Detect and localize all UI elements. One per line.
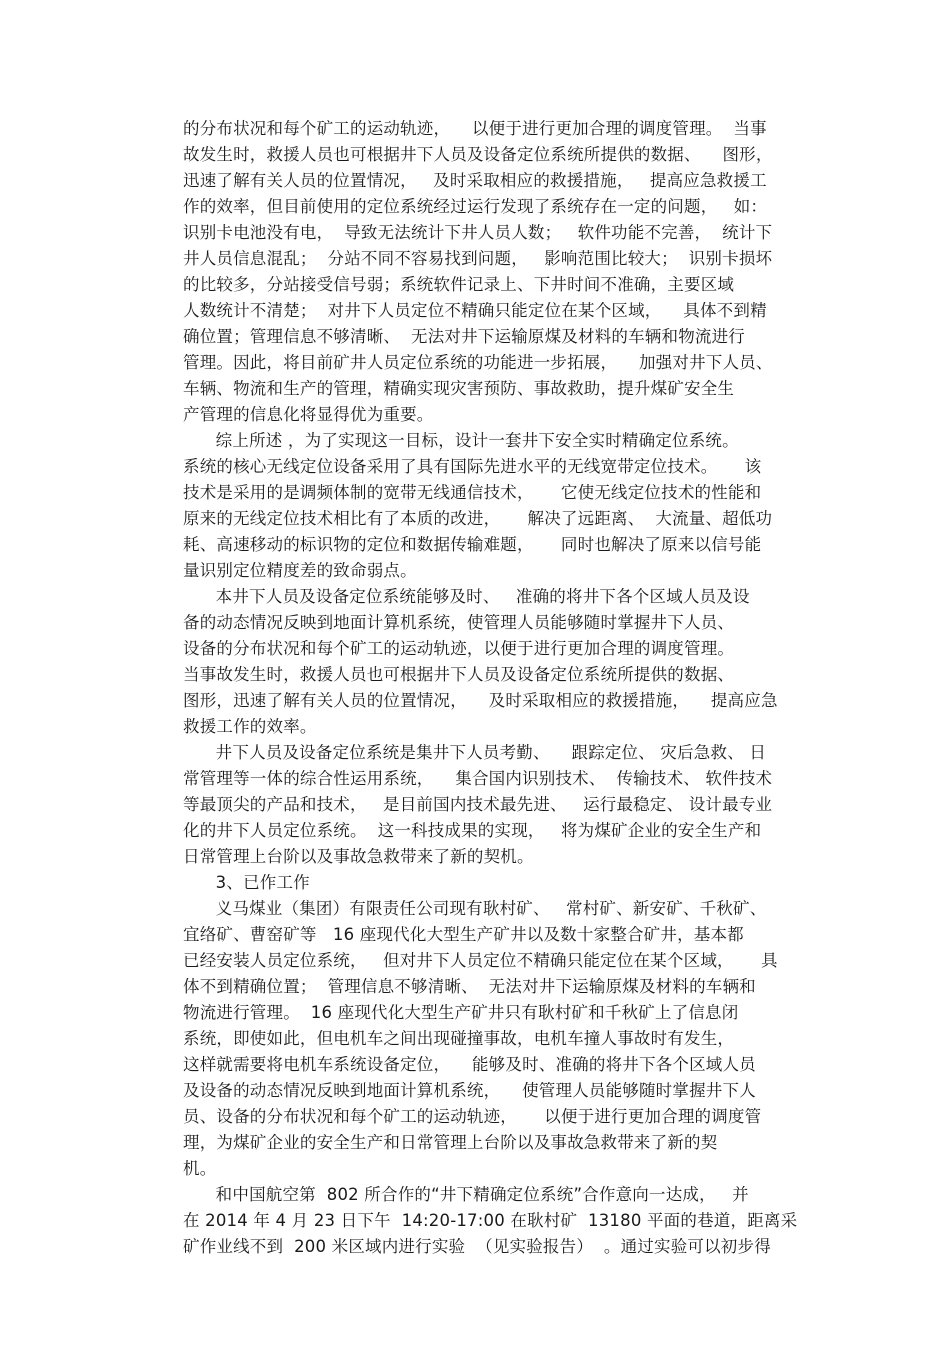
- text-line: 本井下人员及设备定位系统能够及时、 准确的将井下各个区域人员及设: [183, 587, 750, 606]
- text-line: 这样就需要将电机车系统设备定位， 能够及时、准确的将井下各个区域人员: [183, 1055, 756, 1074]
- text-line: 量识别定位精度差的致命弱点。: [183, 561, 417, 580]
- text-line: 迅速了解有关人员的位置情况， 及时采取相应的救援措施， 提高应急救援工: [183, 171, 767, 190]
- text-line: 图形，迅速了解有关人员的位置情况， 及时采取相应的救援措施， 提高应急: [183, 691, 778, 710]
- text-line: 原来的无线定位技术相比有了本质的改进， 解决了远距离、 大流量、超低功: [183, 509, 773, 528]
- text-line: 物流进行管理。 16 座现代化大型生产矿井只有耿村矿和千秋矿上了信息闭: [183, 1003, 739, 1022]
- text-line: 救援工作的效率。: [183, 717, 317, 736]
- text-line: 车辆、物流和生产的管理，精确实现灾害预防、事故救助，提升煤矿安全生: [183, 379, 735, 398]
- text-line: 常管理等一体的综合性运用系统， 集合国内识别技术、 传输技术、 软件技术: [183, 769, 773, 788]
- text-line: 矿作业线不到 200 米区域内进行实验 （见实验报告） 。通过实验可以初步得: [183, 1237, 771, 1256]
- text-line: 识别卡电池没有电， 导致无法统计下井人员人数； 软件功能不完善， 统计下: [183, 223, 773, 242]
- text-line: 和中国航空第 802 所合作的“井下精确定位系统”合作意向一达成， 并: [183, 1185, 749, 1204]
- text-line: 当事故发生时，救援人员也可根据井下人员及设备定位系统所提供的数据、: [183, 665, 735, 684]
- text-line: 的分布状况和每个矿工的运动轨迹， 以便于进行更加合理的调度管理。 当事: [183, 119, 767, 138]
- text-line: 机。: [183, 1159, 217, 1178]
- text-line: 宜络矿、曹窑矿等 16 座现代化大型生产矿井以及数十家整合矿井，基本都: [183, 925, 744, 944]
- text-line: 的比较多，分站接受信号弱；系统软件记录上、下井时间不准确，主要区域: [183, 275, 735, 294]
- text-line: 系统，即使如此，但电机车之间出现碰撞事故，电机车撞人事故时有发生，: [183, 1029, 735, 1048]
- text-line: 已经安装人员定位系统， 但对井下人员定位不精确只能定位在某个区域， 具: [183, 951, 778, 970]
- text-line: 化的井下人员定位系统。 这一科技成果的实现， 将为煤矿企业的安全生产和: [183, 821, 762, 840]
- text-line: 技术是采用的是调频体制的宽带无线通信技术， 它使无线定位技术的性能和: [183, 483, 762, 502]
- text-line: 在 2014 年 4 月 23 日下午 14:20-17:00 在耿村矿 13180 平面的巷道，距离采: [183, 1211, 798, 1230]
- text-line: 义马煤业（集团）有限责任公司现有耿村矿、 常村矿、新安矿、千秋矿、: [183, 899, 767, 918]
- text-line: 员、设备的分布状况和每个矿工的运动轨迹， 以便于进行更加合理的调度管: [183, 1107, 762, 1126]
- text-line: 井下人员及设备定位系统是集井下人员考勤、 跟踪定位、 灾后急救、 日: [183, 743, 767, 762]
- text-line: 耗、高速移动的标识物的定位和数据传输难题， 同时也解决了原来以信号能: [183, 535, 762, 554]
- text-line: 确位置；管理信息不够清晰、 无法对井下运输原煤及材料的车辆和物流进行: [183, 327, 745, 346]
- text-line: 产管理的信息化将显得优为重要。: [183, 405, 434, 424]
- text-line: 作的效率，但目前使用的定位系统经过运行发现了系统存在一定的问题， 如：: [183, 197, 768, 216]
- section-heading: 3、已作工作: [183, 873, 310, 892]
- text-line: 备的动态情况反映到地面计算机系统，使管理人员能够随时掌握井下人员、: [183, 613, 735, 632]
- text-line: 井人员信息混乱； 分站不同不容易找到问题， 影响范围比较大； 识别卡损坏: [183, 249, 773, 268]
- text-line: 综上所述 ，为了实现这一目标，设计一套井下安全实时精确定位系统。: [183, 431, 739, 450]
- text-line: 及设备的动态情况反映到地面计算机系统， 使管理人员能够随时掌握井下人: [183, 1081, 756, 1100]
- text-line: 理，为煤矿企业的安全生产和日常管理上台阶以及事故急救带来了新的契: [183, 1133, 718, 1152]
- text-line: 等最顶尖的产品和技术， 是目前国内技术最先进、 运行最稳定、 设计最专业: [183, 795, 773, 814]
- text-line: 故发生时，救援人员也可根据井下人员及设备定位系统所提供的数据、 图形，: [183, 145, 773, 164]
- text-line: 设备的分布状况和每个矿工的运动轨迹，以便于进行更加合理的调度管理。: [183, 639, 735, 658]
- text-line: 日常管理上台阶以及事故急救带来了新的契机。: [183, 847, 534, 866]
- text-line: 系统的核心无线定位设备采用了具有国际先进水平的无线宽带定位技术。 该: [183, 457, 762, 476]
- text-line: 管理。因此，将目前矿井人员定位系统的功能进一步拓展， 加强对井下人员、: [183, 353, 773, 372]
- text-line: 体不到精确位置； 管理信息不够清晰、 无法对井下运输原煤及材料的车辆和: [183, 977, 756, 996]
- text-line: 人数统计不清楚； 对井下人员定位不精确只能定位在某个区域， 具体不到精: [183, 301, 767, 320]
